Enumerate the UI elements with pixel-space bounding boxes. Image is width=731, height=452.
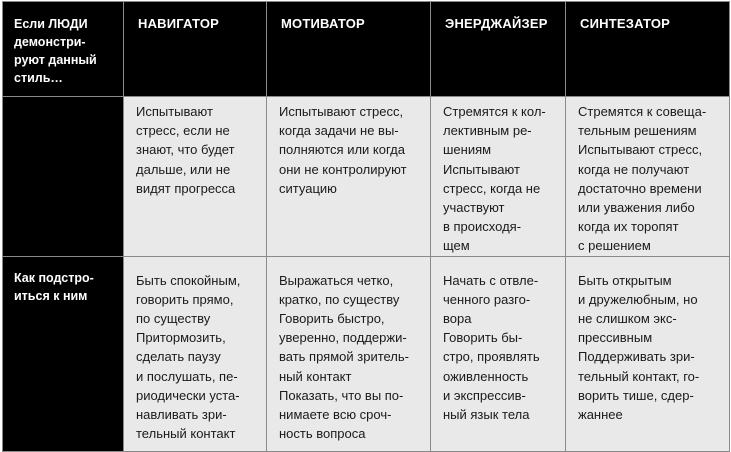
column-header-motivator: МОТИВАТОР	[267, 2, 431, 97]
cell-motivator-stress: Испытывают стресс, когда задачи не вы- полняются или когда они не контролируют ситуацию	[267, 97, 431, 257]
table-row-stress	[3, 97, 730, 257]
column-header-navigator: НАВИГАТОР	[124, 2, 267, 97]
cell-synthesizer-adapt: Быть открытым и дружелюбным, но не слишком экс- прессивным Поддерживать зри- тельный контакт, го- ворить тише, сдер- жаннее	[566, 256, 730, 451]
communication-styles-table	[2, 1, 730, 452]
cell-energizer-stress: Стремятся к кол- лективным ре- шениям Испытывают стресс, когда не участвуют в происходя- щем	[431, 97, 566, 257]
row-label-adapt: Как подстро- иться к ним	[3, 256, 124, 451]
column-header-energizer: ЭНЕРДЖАЙЗЕР	[431, 2, 566, 97]
corner-header: Если ЛЮДИ демонстри- руют данный стиль…	[3, 2, 124, 97]
cell-navigator-stress: Испытывают стресс, если не знают, что будет дальше, или не видят прогресса	[124, 97, 267, 257]
cell-synthesizer-stress: Стремятся к совеща- тельным решениям Испытывают стресс, когда не получают достаточно времени или уважения либо когда их торопят с решением	[566, 97, 730, 257]
cell-navigator-adapt: Быть спокойным, говорить прямо, по существу Притормозить, сделать паузу и послушать, пе- риодически уста- навливать зри- тельный контакт	[124, 256, 267, 451]
column-header-synthesizer: СИНТЕЗАТОР	[566, 2, 730, 97]
header-row	[3, 2, 730, 97]
cell-motivator-adapt: Выражаться четко, кратко, по существу Говорить быстро, уверенно, поддержи- вать прямой зритель- ный контакт Показать, что вы по- нимаете всю сроч- ность вопроса	[267, 256, 431, 451]
table-row-adapt	[3, 256, 730, 451]
row-label-stress	[3, 97, 124, 257]
cell-energizer-adapt: Начать с отвле- ченного разго- вора Говорить бы- стро, проявлять оживленность и экспрессив- ный язык тела	[431, 256, 566, 451]
